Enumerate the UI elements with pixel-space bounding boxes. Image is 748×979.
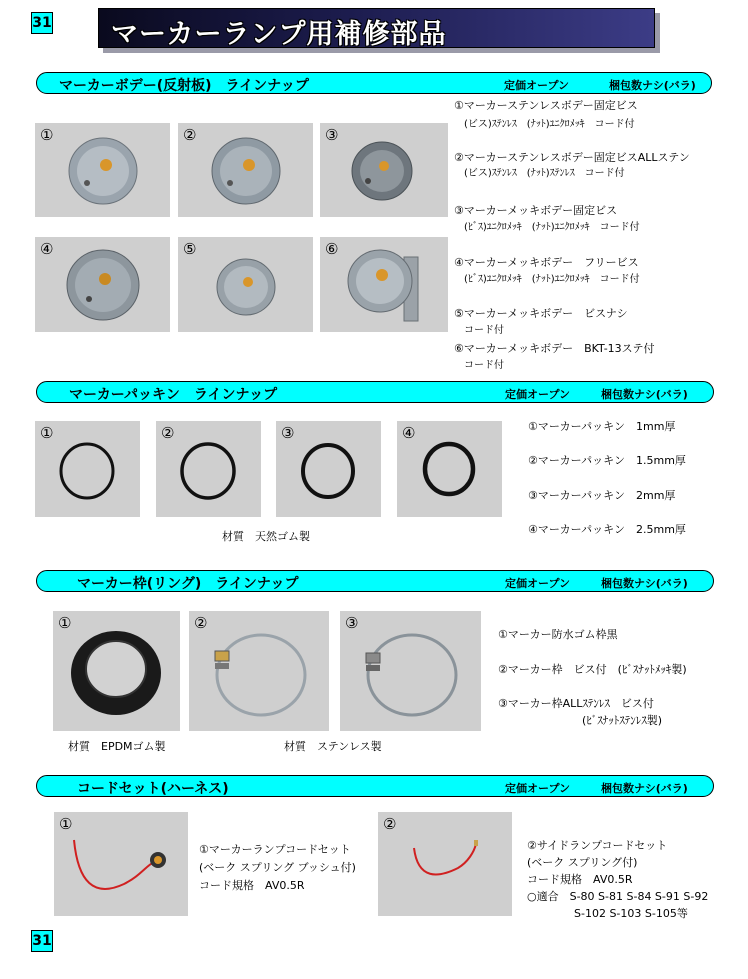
photo-number: ②: [161, 424, 175, 442]
rubber-ring-image: [53, 611, 180, 731]
item-name: ②マーカーステンレスボデー固定ビスALLステン: [454, 151, 690, 164]
photo-number: ②: [194, 614, 208, 632]
photo-number: ③: [345, 614, 359, 632]
price-label: 定価オープン: [504, 79, 570, 92]
ring-item-1: ①マーカー防水ゴム枠黒: [498, 628, 618, 641]
item-spec: (ビス)ｽﾃﾝﾚｽ (ﾅｯﾄ)ｽﾃﾝﾚｽ コード付: [464, 168, 625, 179]
body-item-1: [454, 99, 638, 132]
body-plate-image: [178, 123, 313, 217]
product-photo-packing-2: [156, 421, 261, 517]
section-title-cord: コードセット(ハーネス): [77, 781, 229, 797]
cord-item-detail: (ベーク スプリング ブッシュ付): [199, 861, 356, 874]
photo-number: ③: [325, 126, 339, 144]
price-label: 定価オープン: [505, 782, 571, 795]
section-title-ring: マーカー枠(リング) ラインナップ: [77, 576, 299, 592]
cord-item-1: [199, 841, 356, 895]
cord-item-name: ②サイドランプコードセット: [527, 839, 668, 852]
title-banner: [98, 8, 655, 48]
section-title-body: マーカーボデー(反射板) ラインナップ: [59, 78, 309, 94]
product-photo-packing-1: [35, 421, 140, 517]
item-spec: コード付: [464, 360, 504, 371]
body-item-5: [454, 307, 628, 338]
photo-number: ②: [383, 815, 397, 833]
cord-item-fit-cont: S-102 S-103 S-105等: [574, 907, 688, 920]
packing-item-2: ②マーカーパッキン 1.5mm厚: [528, 454, 686, 467]
product-photo-ring-3: [340, 611, 481, 731]
item-spec: (ビス)ｽﾃﾝﾚｽ (ﾅｯﾄ)ﾕﾆｸﾛﾒｯｷ コード付: [464, 119, 635, 130]
photo-number: ④: [402, 424, 416, 442]
product-photo-packing-3: [276, 421, 381, 517]
cord-item-spec: コード規格 AV0.5R: [199, 879, 305, 892]
cord-image: [54, 812, 188, 916]
product-photo-body-4: [35, 237, 170, 332]
item-name: ③マーカーメッキボデー固定ビス: [454, 204, 618, 217]
packing-material: 材質 天然ゴム製: [222, 530, 310, 543]
product-photo-cord-1: [54, 812, 188, 916]
page-number-top: 31: [31, 12, 53, 34]
pack-label: 梱包数ナシ(バラ): [601, 388, 688, 401]
body-plate-image: [320, 123, 448, 217]
pack-label: 梱包数ナシ(バラ): [601, 782, 688, 795]
ring-item-2: ②マーカー枠 ビス付 (ﾋﾞｽﾅｯﾄﾒｯｷ製): [498, 663, 687, 676]
photo-number: ⑥: [325, 240, 339, 258]
product-photo-ring-2: [189, 611, 329, 731]
ring-material-1: 材質 EPDMゴム製: [68, 740, 166, 753]
body-plate-image: [35, 237, 170, 332]
photo-number: ①: [58, 614, 72, 632]
pack-label: 梱包数ナシ(バラ): [609, 79, 696, 92]
ring-item-3: ③マーカー枠ALLｽﾃﾝﾚｽ ビス付: [498, 697, 654, 710]
page-number-bottom: 31: [31, 930, 53, 952]
metal-ring-image: [340, 611, 481, 731]
product-photo-body-3: [320, 123, 448, 217]
ring-item-3-spec: (ﾋﾞｽﾅｯﾄｽﾃﾝﾚｽ製): [582, 714, 663, 727]
body-item-4: [454, 256, 640, 287]
section-title-packing: マーカーパッキン ラインナップ: [69, 387, 278, 403]
body-plate-image: [320, 237, 448, 332]
photo-number: ③: [281, 424, 295, 442]
packing-item-1: ①マーカーパッキン 1mm厚: [528, 420, 676, 433]
product-photo-packing-4: [397, 421, 502, 517]
photo-number: ①: [40, 126, 54, 144]
body-plate-image: [35, 123, 170, 217]
item-spec: コード付: [464, 325, 504, 336]
ring-material-2: 材質 ステンレス製: [284, 740, 382, 753]
cord-item-fit: ○適合 S-80 S-81 S-84 S-91 S-92: [527, 890, 709, 903]
cord-image: [378, 812, 512, 916]
cord-item-detail: (ベーク スプリング付): [527, 856, 638, 869]
item-name: ①マーカーステンレスボデー固定ビス: [454, 99, 638, 112]
photo-number: ①: [40, 424, 54, 442]
product-photo-cord-2: [378, 812, 512, 916]
item-spec: (ﾋﾞｽ)ﾕﾆｸﾛﾒｯｷ (ﾅｯﾄ)ﾕﾆｸﾛﾒｯｷ コード付: [464, 274, 640, 285]
product-photo-ring-1: [53, 611, 180, 731]
product-photo-body-2: [178, 123, 313, 217]
section-bar-packing: [36, 381, 714, 403]
item-name: ④マーカーメッキボデー フリービス: [454, 256, 639, 269]
product-photo-body-5: [178, 237, 313, 332]
cord-item-2: [527, 837, 708, 922]
body-item-2: [454, 151, 690, 181]
pack-label: 梱包数ナシ(バラ): [601, 577, 688, 590]
price-label: 定価オープン: [505, 388, 571, 401]
packing-item-4: ④マーカーパッキン 2.5mm厚: [528, 523, 686, 536]
body-item-3: [454, 204, 640, 235]
section-bar-body: [36, 72, 712, 94]
item-spec: (ﾋﾞｽ)ﾕﾆｸﾛﾒｯｷ (ﾅｯﾄ)ﾕﾆｸﾛﾒｯｷ コード付: [464, 222, 640, 233]
price-label: 定価オープン: [505, 577, 571, 590]
photo-number: ④: [40, 240, 54, 258]
page-title: マーカーランプ用補修部品: [111, 19, 447, 50]
photo-number: ⑤: [183, 240, 197, 258]
product-photo-body-1: [35, 123, 170, 217]
photo-number: ②: [183, 126, 197, 144]
product-photo-body-6: [320, 237, 448, 332]
section-bar-cord: [36, 775, 714, 797]
body-item-6: [454, 342, 654, 373]
packing-item-3: ③マーカーパッキン 2mm厚: [528, 489, 676, 502]
item-name: ⑤マーカーメッキボデー ビスナシ: [454, 307, 628, 320]
metal-ring-image: [189, 611, 329, 731]
body-plate-image: [178, 237, 313, 332]
section-bar-ring: [36, 570, 714, 592]
item-name: ⑥マーカーメッキボデー BKT-13ステ付: [454, 342, 655, 355]
cord-item-spec: コード規格 AV0.5R: [527, 873, 633, 886]
photo-number: ①: [59, 815, 73, 833]
cord-item-name: ①マーカーランプコードセット: [199, 843, 351, 856]
